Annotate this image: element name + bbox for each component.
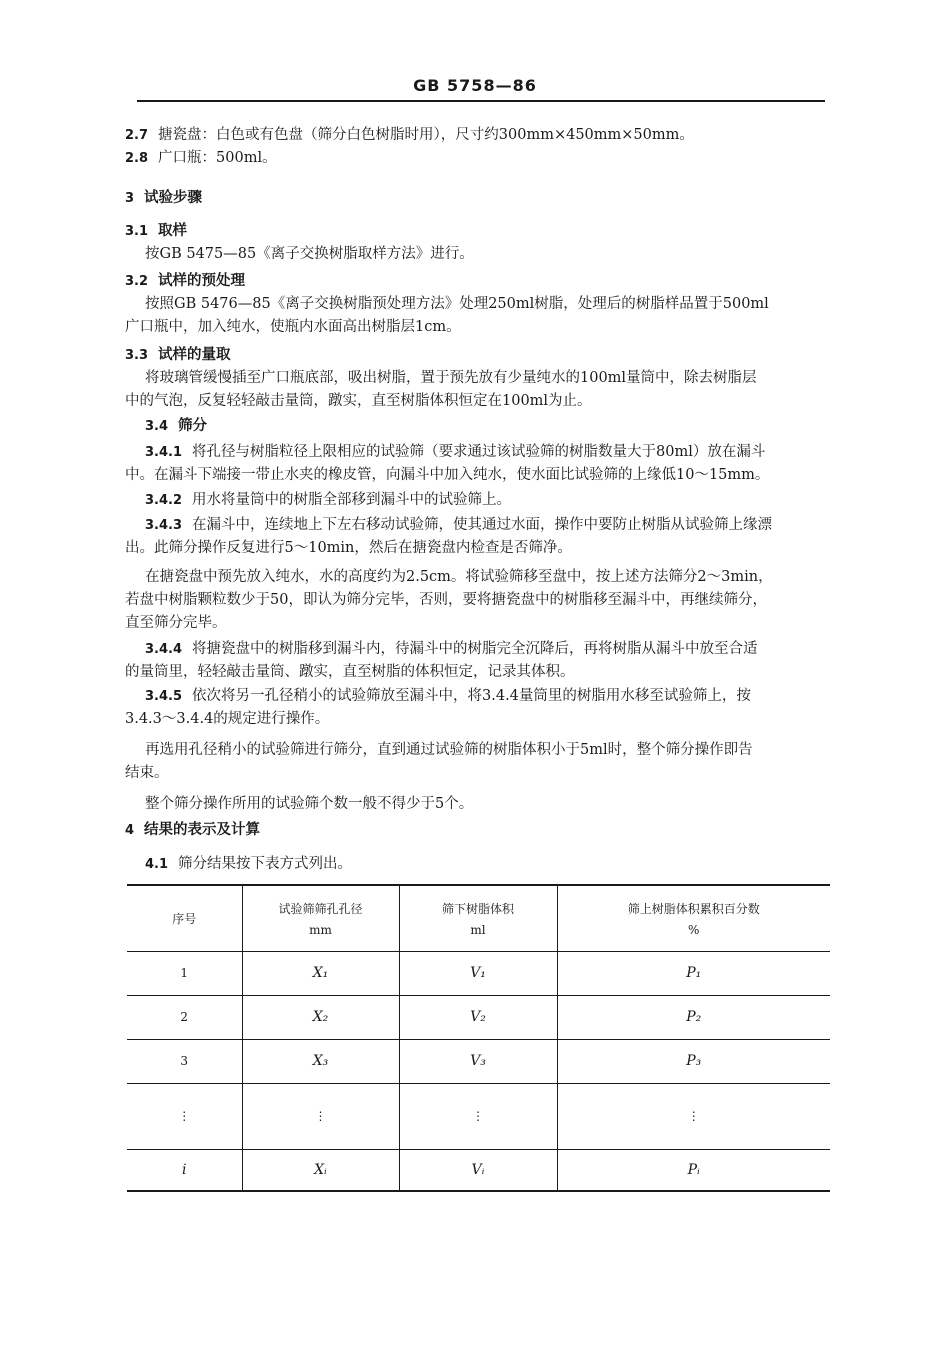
clause-text: 广口瓶：500ml。 (158, 150, 277, 166)
paragraph-line: 整个筛分操作所用的试验筛个数一般不得少于5个。 (145, 796, 474, 812)
clause-number: 3.4.3 (145, 518, 183, 533)
clause-number: 3.1 (125, 224, 149, 239)
cell-aperture: Xᵢ (242, 1149, 399, 1191)
clause-title: 筛分 (178, 417, 208, 434)
cell-aperture: X₁ (242, 951, 399, 995)
unit-label: ml (470, 922, 486, 937)
clause-number: 3.2 (125, 274, 149, 289)
paragraph-line: 按照GB 5476—85《离子交换树脂预处理方法》处理250ml树脂，处理后的树脂样品置于500ml (145, 296, 769, 312)
section-title: 试验步骤 (144, 189, 203, 206)
paragraph-line: 结束。 (125, 765, 169, 781)
table-row-ellipsis (127, 1083, 830, 1149)
clause-number: 3.4 (145, 419, 169, 434)
clause-3-1 (125, 219, 833, 266)
unit-label: mm (309, 922, 332, 937)
cell-aperture: X₂ (242, 995, 399, 1039)
section-title: 结果的表示及计算 (144, 821, 261, 838)
header-rule (137, 100, 825, 102)
paragraph-line: 在搪瓷盘中预先放入纯水，水的高度约为2.5cm。将试验筛移至盘中，按上述方法筛分2～3min， (145, 569, 773, 585)
clause-text: 按GB 5475—85《离子交换树脂取样方法》进行。 (145, 246, 474, 262)
paragraph-line: 中。在漏斗下端接一带止水夹的橡皮管，向漏斗中加入纯水，使水面比试验筛的上缘低10～15mm。 (125, 467, 770, 483)
paragraph-line: 将玻璃管缓慢插至广口瓶底部，吸出树脂，置于预先放有少量纯水的100ml量筒中，除去树脂层 (145, 370, 757, 386)
table-row (127, 995, 830, 1039)
clause-2-8 (125, 147, 833, 170)
clause-text: 搪瓷盘：白色或有色盘（筛分白色树脂时用），尺寸约300mm×450mm×50mm。 (158, 127, 694, 143)
unit-label: % (688, 922, 700, 937)
clause-3-3 (125, 343, 833, 413)
paragraph-line: 若盘中树脂颗粒数少于50，即认为筛分完毕，否则，要将搪瓷盘中的树脂移至漏斗中，再继续筛分， (125, 592, 767, 608)
paragraph-line: 3.4.3～3.4.4的规定进行操作。 (125, 711, 330, 727)
clause-number: 3.4.2 (145, 493, 183, 508)
cell-percent: P₂ (557, 995, 830, 1039)
paragraph-line: 在漏斗中，连续地上下左右移动试验筛，使其通过水面，操作中要防止树脂从试验筛上缘漂 (192, 517, 773, 533)
section-4-heading (125, 818, 833, 842)
clause-2-7 (125, 124, 833, 147)
cell-seq: i (182, 1161, 187, 1178)
paragraph-line: 直至筛分完毕。 (125, 615, 227, 631)
cell-seq: 3 (180, 1054, 189, 1068)
cell-percent: Pᵢ (557, 1149, 830, 1191)
paragraph-line: 将孔径与树脂粒径上限相应的试验筛（要求通过该试验筛的树脂数量大于80ml）放在漏斗 (192, 444, 766, 460)
cell-volume: Vᵢ (399, 1149, 557, 1191)
paragraph-line: 广口瓶中，加入纯水，使瓶内水面高出树脂层1cm。 (125, 319, 461, 335)
clause-number: 2.7 (125, 128, 149, 143)
cell-volume: V₃ (399, 1039, 557, 1083)
clause-text: 筛分结果按下表方式列出。 (178, 856, 353, 872)
clause-number: 4.1 (145, 857, 169, 872)
clause-number: 3.4.4 (145, 642, 183, 657)
clause-title: 试样的预处理 (158, 272, 246, 289)
clause-number: 3.4.1 (145, 445, 183, 460)
clause-3-4 (125, 414, 833, 438)
clause-title: 试样的量取 (158, 346, 231, 363)
cell-aperture: X₃ (242, 1039, 399, 1083)
header-percent: 筛上树脂体积累积百分数 % (557, 885, 830, 951)
paragraph-line: 再选用孔径稍小的试验筛进行筛分，直到通过试验筛的树脂体积小于5ml时，整个筛分操作即告 (145, 742, 753, 758)
header-volume: 筛下树脂体积 ml (399, 885, 557, 951)
paragraph-line: 将搪瓷盘中的树脂移到漏斗内，待漏斗中的树脂完全沉降后，再将树脂从漏斗中放至合适 (192, 641, 758, 657)
clause-number: 3.3 (125, 348, 149, 363)
section-number: 4 (125, 823, 135, 838)
clause-3-4-5 (125, 685, 833, 816)
cell-volume: V₁ (399, 951, 557, 995)
cell-seq: 1 (180, 966, 189, 980)
table-header-row (127, 885, 830, 951)
clause-number: 2.8 (125, 151, 149, 166)
sieve-result-table (127, 884, 830, 1192)
cell-volume: V₂ (399, 995, 557, 1039)
table-row (127, 1149, 830, 1191)
cell-seq: ⋮ (178, 1109, 191, 1123)
cell-volume: ⋮ (399, 1083, 557, 1149)
paragraph-line: 出。此筛分操作反复进行5～10min，然后在搪瓷盘内检查是否筛净。 (125, 540, 572, 556)
clause-3-4-2 (125, 489, 833, 512)
paragraph-line: 依次将另一孔径稍小的试验筛放至漏斗中，将3.4.4量筒里的树脂用水移至试验筛上，按 (192, 688, 751, 704)
header-seq: 序号 (172, 911, 197, 926)
clause-text: 用水将量筒中的树脂全部移到漏斗中的试验筛上。 (192, 492, 512, 508)
paragraph-line: 中的气泡，反复轻轻敲击量筒，蹾实，直至树脂体积恒定在100ml为止。 (125, 393, 592, 409)
clause-title: 取样 (158, 222, 188, 239)
header-aperture: 试验筛筛孔孔径 mm (242, 885, 399, 951)
table-row (127, 1039, 830, 1083)
cell-percent: P₁ (557, 951, 830, 995)
cell-percent: ⋮ (557, 1083, 830, 1149)
standard-code-header: GB 5758—86 (413, 76, 537, 95)
cell-aperture: ⋮ (242, 1083, 399, 1149)
clause-3-4-4 (125, 638, 833, 684)
clause-3-4-1 (125, 441, 833, 487)
clause-number: 3.4.5 (145, 689, 183, 704)
table-row (127, 951, 830, 995)
section-3-heading (125, 186, 833, 210)
clause-3-4-3 (125, 514, 833, 635)
paragraph-line: 的量筒里，轻轻敲击量筒、蹾实，直至树脂的体积恒定，记录其体积。 (125, 664, 575, 680)
section-number: 3 (125, 191, 135, 206)
cell-percent: P₃ (557, 1039, 830, 1083)
cell-seq: 2 (180, 1010, 189, 1024)
clause-3-2 (125, 269, 833, 339)
clause-4-1 (125, 853, 833, 876)
